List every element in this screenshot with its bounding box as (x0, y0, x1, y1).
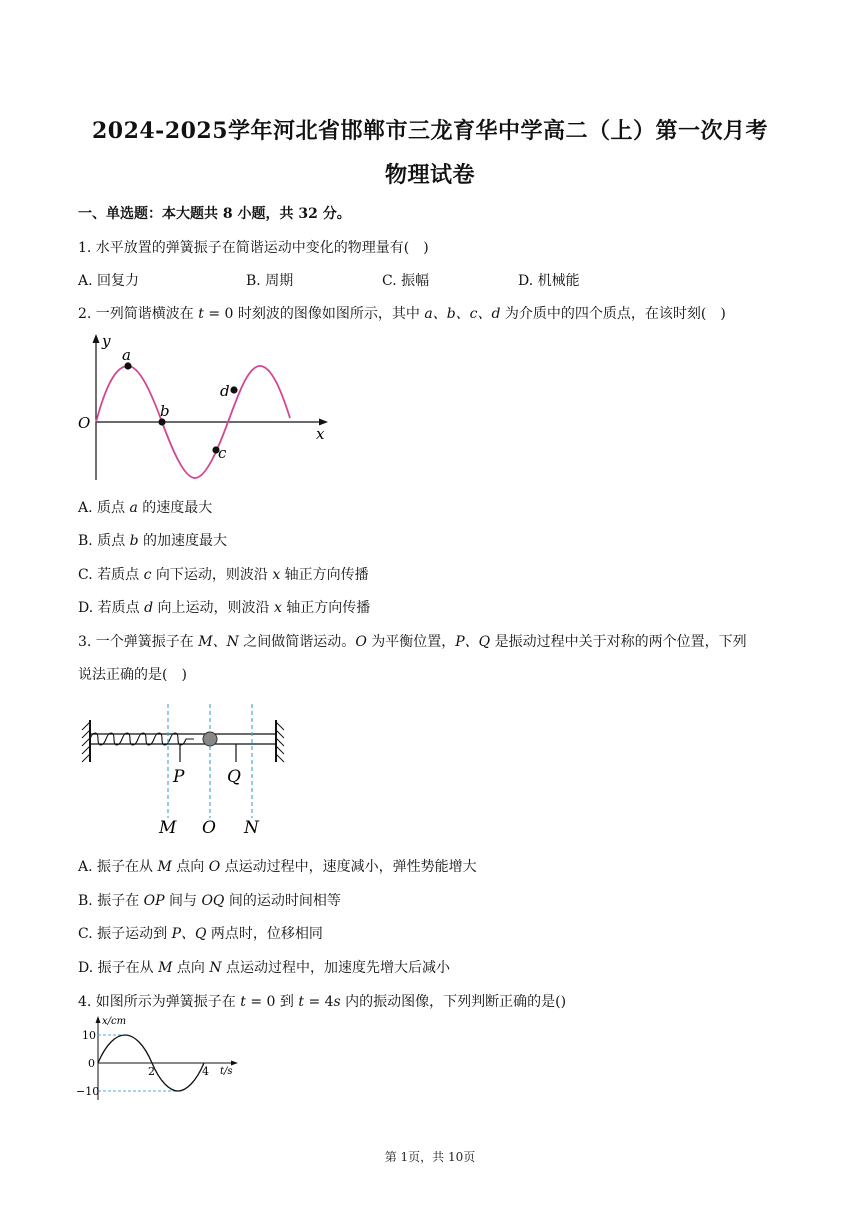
q4-stem-part: 4. 如图所示为弹簧振子在 (78, 994, 241, 1010)
opt-text: 向下运动，则波沿 (151, 567, 273, 583)
opt-var: M (158, 960, 173, 976)
q1-option-a: A. 回复力 (78, 273, 140, 289)
q3-stem (78, 631, 747, 651)
opt-text: 的速度最大 (137, 500, 213, 516)
q4-stem (78, 991, 566, 1011)
opt-var: OP (143, 893, 165, 909)
opt-var: d (144, 600, 154, 616)
label-p: P (173, 767, 185, 787)
label-b: b (160, 402, 170, 420)
q1-stem: 1. 水平放置的弹簧振子在简谐运动中变化的物理量有( ) (78, 240, 429, 256)
q4-vibration-graph (74, 1014, 244, 1104)
opt-var: x (273, 600, 282, 616)
q2-stem-var: t (198, 306, 204, 322)
opt-text: C. 振子运动到 (78, 926, 172, 942)
q3-option-d (78, 957, 450, 977)
axis-x-label: x (316, 425, 325, 443)
opt-var: a (129, 500, 138, 516)
q4-stem-var: t (240, 994, 246, 1010)
q2-stem-part: = 0 时刻波的图像如图所示，其中 (203, 306, 425, 322)
tick-2: 2 (148, 1065, 155, 1078)
opt-var: M (157, 859, 172, 875)
opt-text: 轴正方向传播 (280, 567, 369, 583)
opt-text: 间的运动时间相等 (224, 893, 341, 909)
opt-text: 间与 (164, 893, 202, 909)
opt-text: 向上运动，则波沿 (153, 600, 274, 616)
q3-stem-part: 3. 一个弹簧振子在 (78, 634, 199, 650)
q1-option-d: D. 机械能 (518, 273, 580, 289)
point-d (230, 386, 237, 393)
q2-option-b (78, 530, 227, 550)
q2-option-d (78, 597, 370, 617)
q3-stem-part: 为平衡位置， (366, 634, 456, 650)
q2-stem (78, 303, 726, 323)
label-c: c (218, 444, 227, 462)
origin-label: O (78, 414, 91, 432)
label-n: N (244, 818, 259, 838)
label-d: d (220, 382, 230, 400)
opt-text: 的加速度最大 (138, 533, 228, 549)
opt-text: 点运动过程中，加速度先增大后减小 (221, 960, 451, 976)
tick-10: 10 (82, 1029, 96, 1042)
q3-option-c (78, 923, 323, 943)
opt-var: x (272, 567, 281, 583)
q3-spring-figure (76, 700, 296, 840)
q3-stem-var: O (355, 634, 367, 650)
opt-text: 点向 (171, 859, 209, 875)
opt-text: D. 振子在从 (78, 960, 159, 976)
q3-stem-part: 之间做简谐运动。 (238, 634, 356, 650)
tick-neg10: −10 (76, 1085, 100, 1098)
oscillator-ball (203, 732, 217, 746)
opt-text: C. 若质点 (78, 567, 144, 583)
tick-0: 0 (88, 1057, 95, 1070)
q4-stem-part: = 0 到 (245, 994, 299, 1010)
opt-text: 轴正方向传播 (281, 600, 371, 616)
q3-stem-part: 是振动过程中关于对称的两个位置，下列 (490, 634, 747, 650)
opt-text: 两点时，位移相同 (206, 926, 323, 942)
q3-option-a (78, 856, 477, 876)
x-axis-label: t/s (220, 1066, 233, 1077)
y-axis-label: x/cm (102, 1016, 127, 1027)
page-subtitle: 物理试卷 (384, 162, 475, 188)
label-q: Q (227, 767, 241, 787)
spring (90, 733, 194, 745)
opt-text: B. 质点 (78, 533, 130, 549)
q2-option-a (78, 497, 212, 517)
opt-text: B. 振子在 (78, 893, 144, 909)
q2-stem-part: 2. 一列简谐横波在 (78, 306, 199, 322)
opt-var: P、Q (171, 926, 207, 942)
page-title: 2024-2025学年河北省邯郸市三龙育华中学高二（上）第一次月考 (91, 118, 769, 144)
label-a: a (122, 346, 131, 364)
q4-stem-part: 内的振动图像，下列判断正确的是() (340, 994, 567, 1010)
opt-text: D. 若质点 (78, 600, 145, 616)
opt-text: 点向 (172, 960, 210, 976)
q1-option-b: B. 周期 (246, 273, 294, 289)
opt-text: A. 质点 (78, 500, 130, 516)
label-o: O (202, 818, 216, 838)
axis-y-label: y (102, 332, 111, 350)
q4-stem-var: t (298, 994, 304, 1010)
q2-option-c (78, 564, 369, 584)
opt-var: b (129, 533, 139, 549)
opt-var: N (209, 960, 222, 976)
q2-wave-figure (76, 330, 336, 490)
opt-text: 点运动过程中，速度减小，弹性势能增大 (220, 859, 477, 875)
q2-stem-part: 为介质中的四个质点，在该时刻( ) (500, 306, 726, 322)
opt-var: O (208, 859, 221, 875)
label-m: M (159, 818, 177, 838)
page-footer: 第 1页，共 10页 (384, 1150, 476, 1164)
tick-4: 4 (202, 1065, 209, 1078)
q1-option-c: C. 振幅 (382, 273, 430, 289)
q3-stem-line2: 说法正确的是( ) (78, 667, 187, 683)
q3-stem-var: M、N (198, 634, 239, 650)
q4-stem-part: = 4 (304, 994, 334, 1010)
opt-var: c (143, 567, 152, 583)
q3-option-b (78, 890, 341, 910)
q4-stem-var: s (333, 994, 341, 1010)
opt-text: A. 振子在从 (78, 859, 158, 875)
opt-var: OQ (201, 893, 225, 909)
q3-stem-var: P、Q (455, 634, 491, 650)
q2-stem-var: a、b、c、d (424, 306, 501, 322)
section-heading: 一、单选题：本大题共 8 小题，共 32 分。 (78, 206, 351, 222)
